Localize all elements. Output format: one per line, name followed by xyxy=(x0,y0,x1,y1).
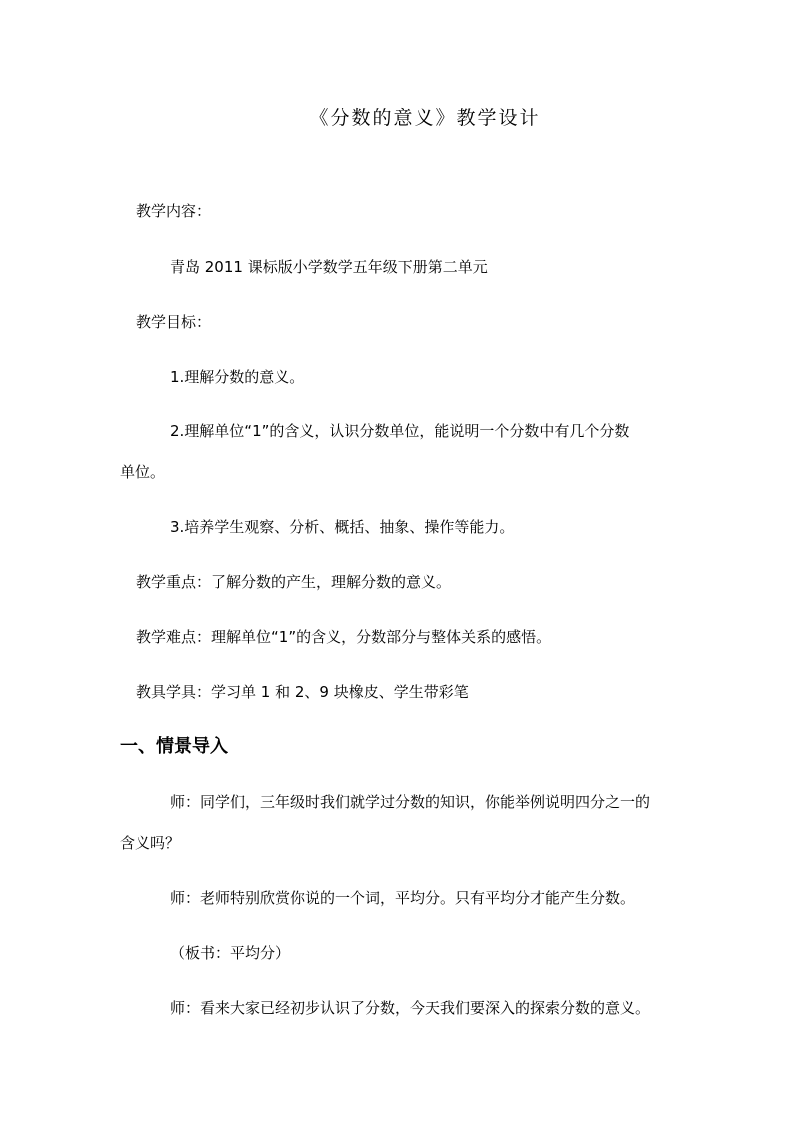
section-heading: 一、情景导入 xyxy=(120,736,228,757)
materials: 教具学具：学习单 1 和 2、9 块橡皮、学生带彩笔 xyxy=(136,683,469,701)
goal-3: 3.培养学生观察、分析、概括、抽象、操作等能力。 xyxy=(170,518,515,536)
paragraph-1-line-2: 含义吗？ xyxy=(120,834,181,852)
paragraph-1-line-1: 师：同学们，三年级时我们就学过分数的知识，你能举例说明四分之一的 xyxy=(170,793,651,811)
goal-1: 1.理解分数的意义。 xyxy=(170,368,305,386)
document-title: 《分数的意义》教学设计 xyxy=(309,107,541,129)
key-points: 教学重点：了解分数的产生，理解分数的意义。 xyxy=(136,573,452,591)
content-label: 教学内容： xyxy=(136,202,212,220)
goal-2-line-1: 2.理解单位“1”的含义，认识分数单位，能说明一个分数中有几个分数 xyxy=(170,422,630,440)
difficulties: 教学难点：理解单位“1”的含义，分数部分与整体关系的感悟。 xyxy=(136,628,552,646)
goal-2-line-2: 单位。 xyxy=(120,463,166,481)
paragraph-4: 师：看来大家已经初步认识了分数，今天我们要深入的探索分数的意义。 xyxy=(170,999,651,1017)
content-text: 青岛 2011 课标版小学数学五年级下册第二单元 xyxy=(170,258,488,276)
paragraph-3: （板书：平均分） xyxy=(170,944,291,962)
paragraph-2: 师：老师特别欣赏你说的一个词，平均分。只有平均分才能产生分数。 xyxy=(170,889,636,907)
goals-label: 教学目标： xyxy=(136,313,212,331)
